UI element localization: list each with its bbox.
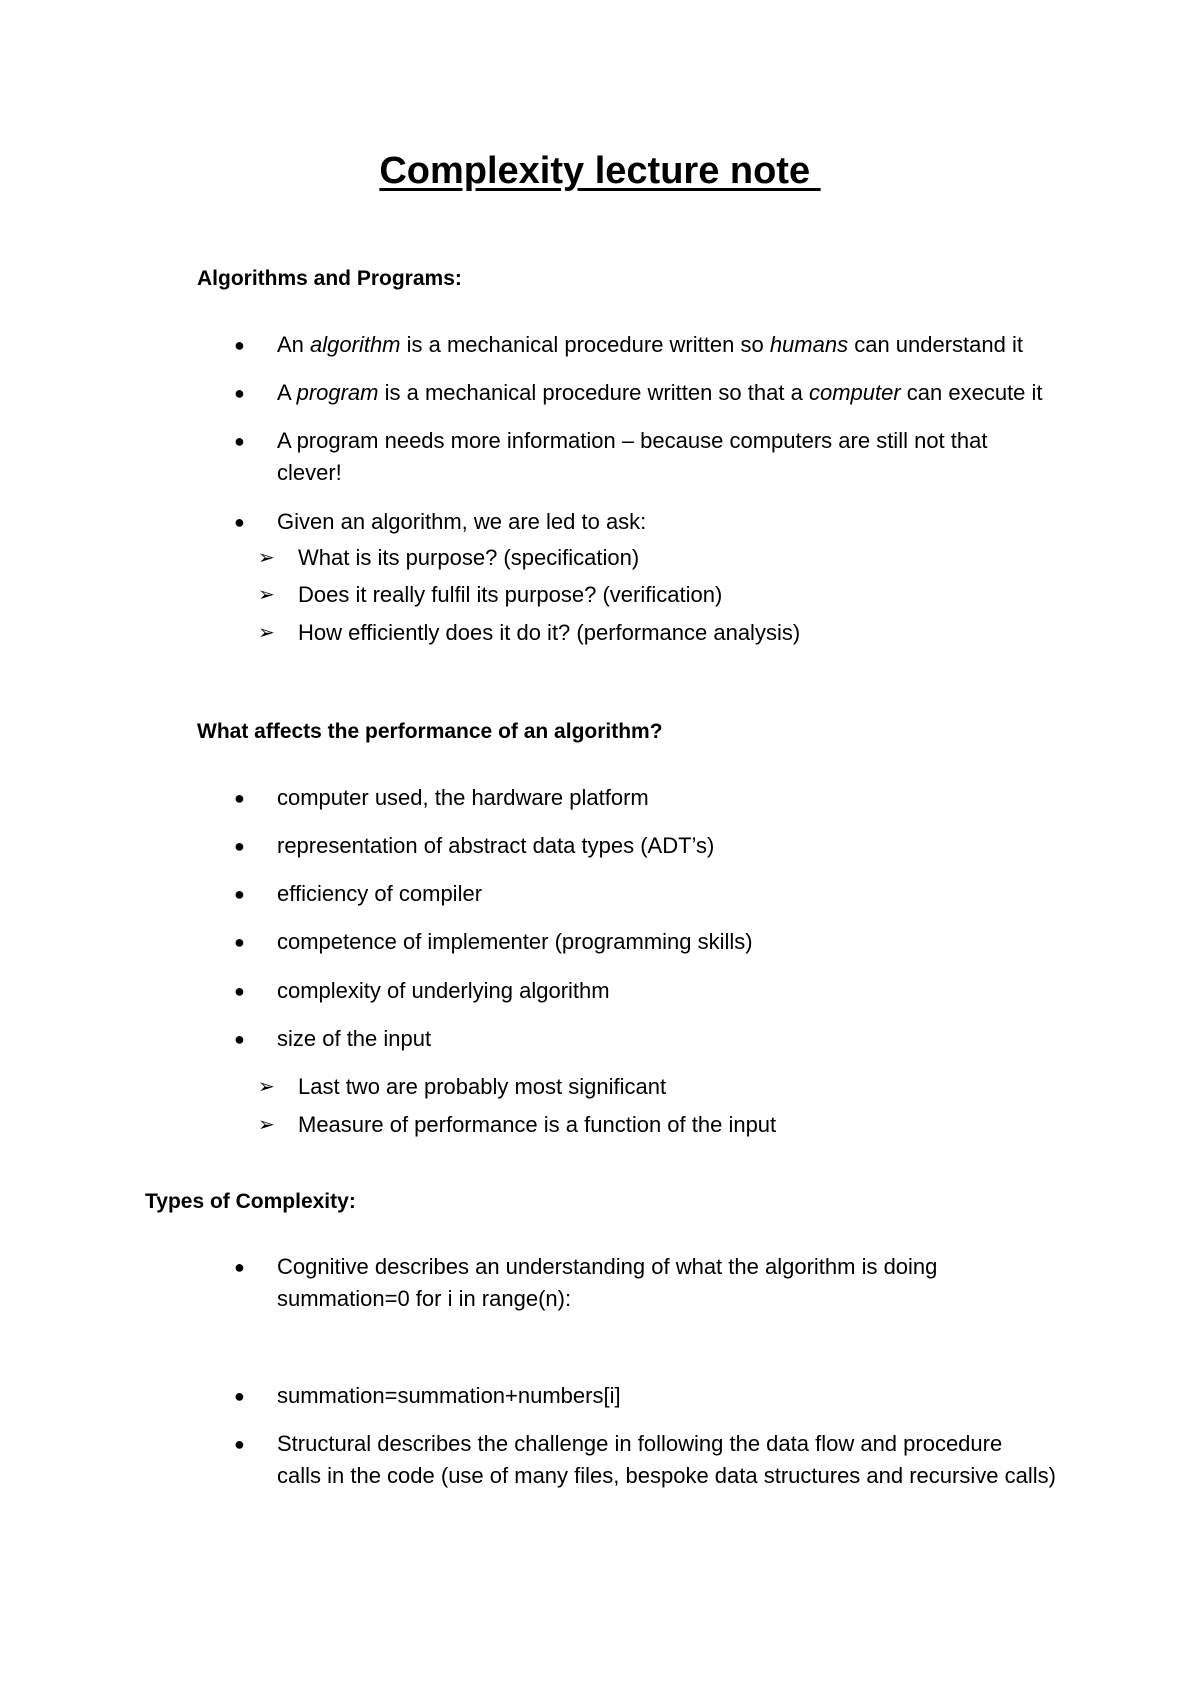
list-item: [277, 329, 1077, 361]
section-heading-performance: What affects the performance of an algorithm?: [197, 720, 663, 743]
page-title: Complexity lecture note: [379, 150, 821, 192]
sub-list-item: What is its purpose? (specification): [298, 545, 640, 570]
bullet-icon: ●: [234, 335, 245, 355]
item-emphasis: program: [296, 380, 379, 405]
bullet-icon: ●: [234, 884, 245, 904]
arrow-bullet-icon: ➢: [258, 584, 275, 606]
item-text: can understand it: [848, 332, 1023, 357]
arrow-bullet-icon: ➢: [258, 1114, 275, 1136]
bullet-icon: ●: [234, 1386, 245, 1406]
arrow-bullet-icon: ➢: [258, 622, 275, 644]
item-emphasis: humans: [769, 332, 849, 357]
bullet-icon: ●: [234, 383, 245, 403]
bullet-icon: ●: [234, 1257, 245, 1277]
bullet-icon: ●: [234, 512, 245, 532]
list-item: size of the input: [277, 1026, 432, 1051]
bullet-icon: ●: [234, 836, 245, 856]
list-item: competence of implementer (programming skills): [277, 929, 753, 954]
item-text: A: [277, 380, 297, 405]
list-item: complexity of underlying algorithm: [277, 978, 610, 1003]
item-text: can execute it: [900, 380, 1043, 405]
list-item: summation=summation+numbers[i]: [277, 1383, 621, 1408]
bullet-icon: ●: [234, 1029, 245, 1049]
list-item: Given an algorithm, we are led to ask:: [277, 509, 647, 534]
list-item-continuation: summation=0 for i in range(n):: [277, 1286, 572, 1311]
sub-list-item: Does it really fulfil its purpose? (verification): [298, 582, 723, 607]
item-text: is a mechanical procedure written so: [400, 332, 770, 357]
bullet-icon: ●: [234, 932, 245, 952]
sub-list-item: Last two are probably most significant: [298, 1074, 667, 1099]
bullet-icon: ●: [234, 788, 245, 808]
list-item: Structural describes the challenge in following the data flow and procedure: [277, 1431, 1003, 1456]
list-item: representation of abstract data types (ADT’s): [277, 833, 715, 858]
bullet-icon: ●: [234, 981, 245, 1001]
section-heading-types: Types of Complexity:: [145, 1190, 356, 1213]
arrow-bullet-icon: ➢: [258, 547, 275, 569]
item-emphasis: algorithm: [310, 332, 401, 357]
bullet-icon: ●: [234, 431, 245, 451]
sub-list-item: How efficiently does it do it? (performance analysis): [298, 620, 801, 645]
item-emphasis: computer: [808, 380, 901, 405]
sub-list-item: Measure of performance is a function of the input: [298, 1112, 777, 1137]
item-text: An: [277, 332, 311, 357]
item-text: is a mechanical procedure written so that a: [378, 380, 809, 405]
bullet-icon: ●: [234, 1434, 245, 1454]
list-item-continuation: calls in the code (use of many files, bespoke data structures and recursive calls): [277, 1463, 1056, 1488]
list-item: computer used, the hardware platform: [277, 785, 649, 810]
arrow-bullet-icon: ➢: [258, 1076, 275, 1098]
list-item: Cognitive describes an understanding of what the algorithm is doing: [277, 1254, 938, 1279]
section-heading-algorithms: Algorithms and Programs:: [197, 267, 462, 290]
list-item: [277, 377, 1077, 409]
list-item: A program needs more information – because computers are still not that: [277, 428, 988, 453]
list-item: efficiency of compiler: [277, 881, 483, 906]
list-item-continuation: clever!: [277, 460, 342, 485]
